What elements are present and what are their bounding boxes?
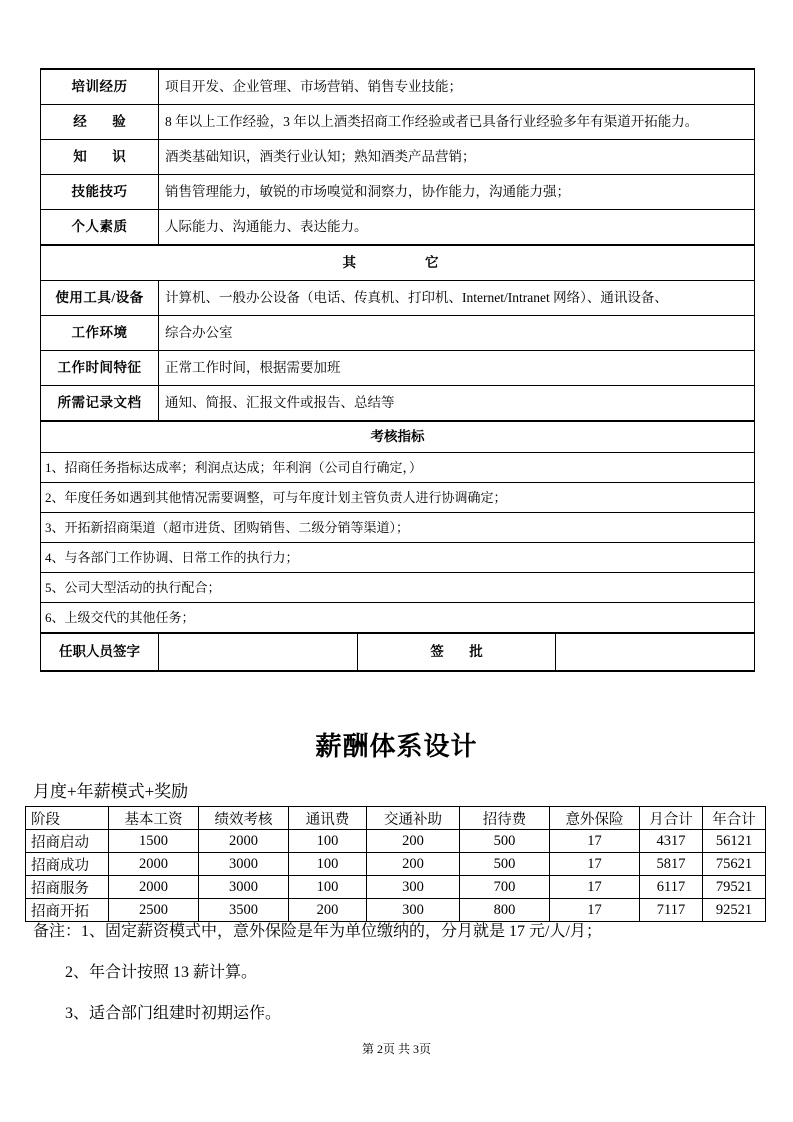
kpi-item: 3、开拓新招商渠道（超市进货、团购销售、二级分销等渠道）； xyxy=(41,513,755,543)
row-value-training: 项目开发、企业管理、市场营销、销售专业技能； xyxy=(159,69,755,105)
cell-entertainment: 800 xyxy=(460,899,550,922)
row-value-skills: 销售管理能力，敏锐的市场嗅觉和洞察力，协作能力，沟通能力强； xyxy=(159,175,755,210)
table-row xyxy=(41,351,755,386)
table-row xyxy=(41,453,755,483)
signature-holder-field[interactable] xyxy=(159,633,358,671)
salary-table xyxy=(25,806,766,922)
table-row xyxy=(41,69,755,105)
jd-table-body xyxy=(41,69,755,671)
table-row xyxy=(41,483,755,513)
cell-annual-total: 56121 xyxy=(703,830,766,853)
cell-stage: 招商启动 xyxy=(26,830,109,853)
col-header-base-salary: 基本工资 xyxy=(109,807,199,830)
row-value-documents: 通知、简报、汇报文件或报告、总结等 xyxy=(159,386,755,422)
note-item: 3、适合部门组建时初期运作。 xyxy=(65,1004,282,1022)
cell-comm-fee: 100 xyxy=(289,876,367,899)
notes-block xyxy=(33,922,763,1044)
cell-monthly-total: 6117 xyxy=(640,876,703,899)
col-header-insurance: 意外保险 xyxy=(550,807,640,830)
cell-stage: 招商开拓 xyxy=(26,899,109,922)
row-label-skills: 技能技巧 xyxy=(41,175,159,210)
cell-insurance: 17 xyxy=(550,830,640,853)
salary-subtitle: 月度+年薪模式+奖励 xyxy=(33,782,189,801)
cell-comm-fee: 100 xyxy=(289,853,367,876)
cell-annual-total: 92521 xyxy=(703,899,766,922)
page-title: 薪酬体系设计 xyxy=(315,732,478,761)
row-value-tools: 计算机、一般办公设备（电话、传真机、打印机、Internet/Intranet 网络）、通讯设备、 xyxy=(159,281,755,316)
row-label-experience: 经 验 xyxy=(41,105,159,140)
table-row xyxy=(41,140,755,175)
table-row xyxy=(41,543,755,573)
signature-holder-label: 任职人员签字 xyxy=(41,633,159,671)
cell-annual-total: 75621 xyxy=(703,853,766,876)
row-label-personal-quality: 个人素质 xyxy=(41,210,159,246)
cell-insurance: 17 xyxy=(550,899,640,922)
cell-base-salary: 2500 xyxy=(109,899,199,922)
table-row xyxy=(41,210,755,246)
table-row xyxy=(41,316,755,351)
page-footer: 第 2页 共 3页 xyxy=(361,1042,431,1056)
cell-transport: 300 xyxy=(367,876,460,899)
col-header-stage: 阶段 xyxy=(26,807,109,830)
cell-performance: 3000 xyxy=(199,876,289,899)
table-row xyxy=(26,899,766,922)
row-value-personal-quality: 人际能力、沟通能力、表达能力。 xyxy=(159,210,755,246)
cell-monthly-total: 5817 xyxy=(640,853,703,876)
row-value-experience: 8 年以上工作经验，3 年以上酒类招商工作经验或者已具备行业经验多年有渠道开拓能力。 xyxy=(159,105,755,140)
row-label-environment: 工作环境 xyxy=(41,316,159,351)
row-label-documents: 所需记录文档 xyxy=(41,386,159,422)
col-header-transport: 交通补助 xyxy=(367,807,460,830)
salary-table-body xyxy=(26,830,766,922)
table-row xyxy=(26,876,766,899)
note-item: 2、年合计按照 13 薪计算。 xyxy=(65,963,258,981)
table-row xyxy=(26,830,766,853)
cell-transport: 300 xyxy=(367,899,460,922)
table-section-header-row xyxy=(41,245,755,281)
section-header-other-text: 其 它 xyxy=(342,254,453,270)
kpi-item: 6、上级交代的其他任务； xyxy=(41,603,755,634)
cell-base-salary: 2000 xyxy=(109,876,199,899)
cell-insurance: 17 xyxy=(550,853,640,876)
salary-table-head xyxy=(26,807,766,830)
table-row xyxy=(41,175,755,210)
cell-entertainment: 500 xyxy=(460,830,550,853)
col-header-entertainment: 招待费 xyxy=(460,807,550,830)
kpi-item: 2、年度任务如遇到其他情况需要调整，可与年度计划主管负责人进行协调确定； xyxy=(41,483,755,513)
table-row xyxy=(26,853,766,876)
col-header-monthly-total: 月合计 xyxy=(640,807,703,830)
row-label-knowledge: 知 识 xyxy=(41,140,159,175)
note-item: 备注：1、固定薪资模式中，意外保险是年为单位缴纳的，分月就是 17 元/人/月； xyxy=(33,923,602,940)
col-header-comm-fee: 通讯费 xyxy=(289,807,367,830)
table-row xyxy=(41,573,755,603)
row-label-tools: 使用工具/设备 xyxy=(41,281,159,316)
table-section-header-row xyxy=(41,421,755,453)
row-value-work-hours: 正常工作时间，根据需要加班 xyxy=(159,351,755,386)
signature-approval-field[interactable] xyxy=(556,633,755,671)
cell-monthly-total: 7117 xyxy=(640,899,703,922)
row-label-training: 培训经历 xyxy=(41,69,159,105)
section-header-kpi: 考核指标 xyxy=(41,421,755,453)
kpi-item: 1、招商任务指标达成率；利润点达成；年利润（公司自行确定，） xyxy=(41,453,755,483)
cell-stage: 招商服务 xyxy=(26,876,109,899)
cell-monthly-total: 4317 xyxy=(640,830,703,853)
cell-stage: 招商成功 xyxy=(26,853,109,876)
row-value-knowledge: 酒类基础知识，酒类行业认知；熟知酒类产品营销； xyxy=(159,140,755,175)
cell-insurance: 17 xyxy=(550,876,640,899)
signature-row xyxy=(41,633,755,671)
table-row xyxy=(41,386,755,422)
cell-performance: 3500 xyxy=(199,899,289,922)
cell-performance: 3000 xyxy=(199,853,289,876)
cell-performance: 2000 xyxy=(199,830,289,853)
row-label-work-hours: 工作时间特征 xyxy=(41,351,159,386)
kpi-item: 4、与各部门工作协调、日常工作的执行力； xyxy=(41,543,755,573)
cell-transport: 200 xyxy=(367,853,460,876)
cell-transport: 200 xyxy=(367,830,460,853)
table-row xyxy=(41,603,755,634)
cell-base-salary: 1500 xyxy=(109,830,199,853)
job-description-table xyxy=(40,68,755,672)
table-row xyxy=(41,513,755,543)
col-header-annual-total: 年合计 xyxy=(703,807,766,830)
table-row xyxy=(41,105,755,140)
cell-entertainment: 500 xyxy=(460,853,550,876)
table-row xyxy=(41,281,755,316)
row-value-environment: 综合办公室 xyxy=(159,316,755,351)
cell-comm-fee: 200 xyxy=(289,899,367,922)
signature-approval-label: 签 批 xyxy=(357,633,556,671)
table-header-row xyxy=(26,807,766,830)
cell-entertainment: 700 xyxy=(460,876,550,899)
cell-base-salary: 2000 xyxy=(109,853,199,876)
cell-comm-fee: 100 xyxy=(289,830,367,853)
cell-annual-total: 79521 xyxy=(703,876,766,899)
kpi-item: 5、公司大型活动的执行配合； xyxy=(41,573,755,603)
col-header-performance: 绩效考核 xyxy=(199,807,289,830)
section-header-other xyxy=(41,245,755,281)
